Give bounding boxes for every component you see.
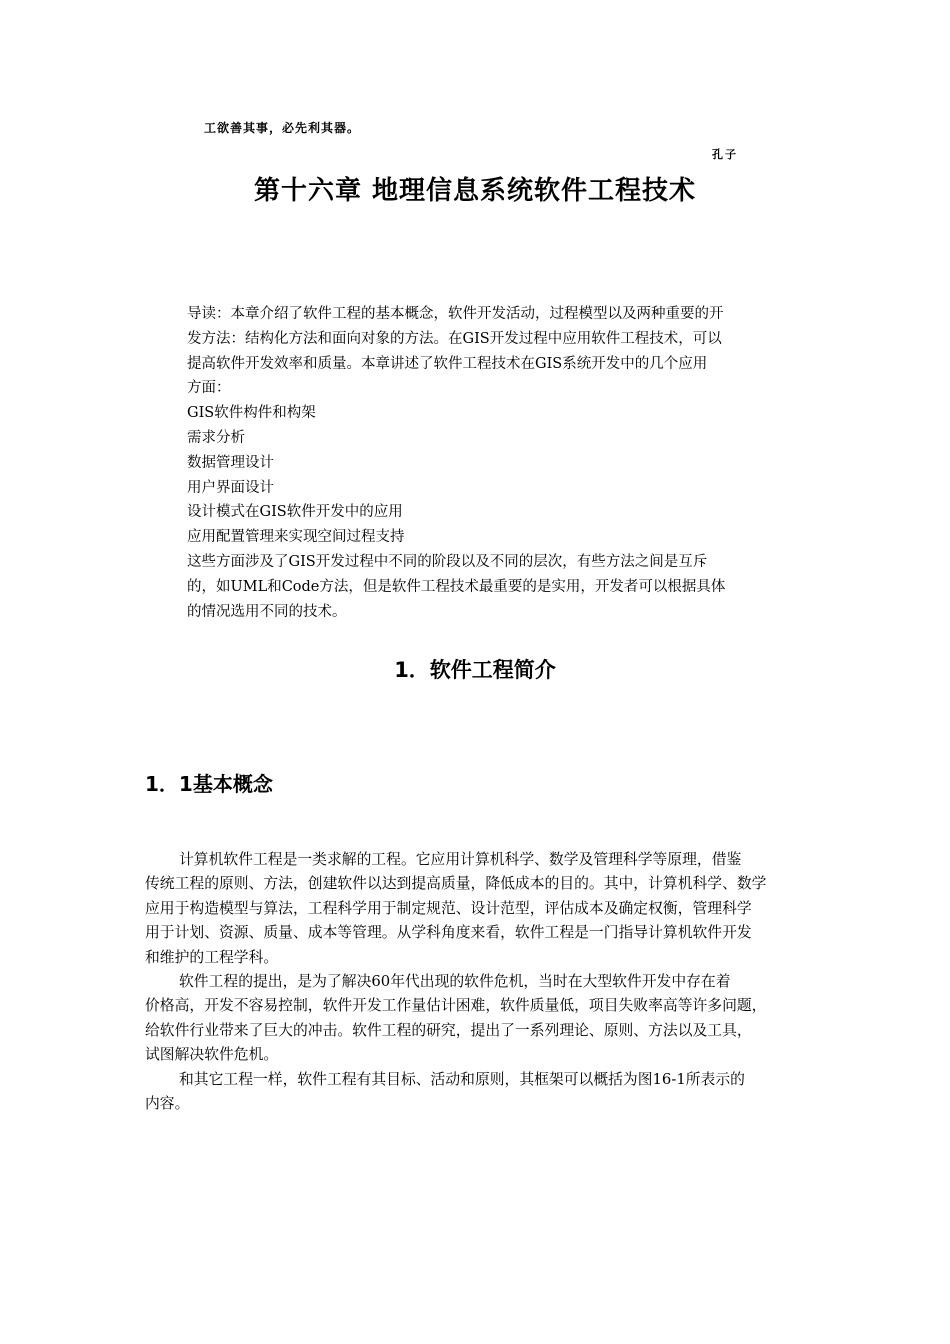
intro-topic: 应用配置管理来实现空间过程支持 <box>187 529 405 546</box>
paragraph-line: 给软件行业带来了巨大的冲击。软件工程的研究，提出了一系列理论、原则、方法以及工具， <box>145 1021 752 1039</box>
paragraph-line: 计算机软件工程是一类求解的工程。它应用计算机科学、数学及管理科学等原理，借鉴 <box>179 851 742 868</box>
paragraph-line: 用于计划、资源、质量、成本等管理。从学科角度来看，软件工程是一门指导计算机软件开发 <box>145 924 752 942</box>
intro-topic: GIS软件构件和构架 <box>187 405 316 422</box>
body-text <box>145 848 810 1116</box>
paragraph-line: 内容。 <box>145 1094 190 1112</box>
chapter-title: 第十六章 地理信息系统软件工程技术 <box>253 176 697 206</box>
paragraph-line: 和维护的工程学科。 <box>145 948 279 966</box>
subsection-title: 1．1基本概念 <box>145 772 273 796</box>
intro-topic: 用户界面设计 <box>187 479 274 496</box>
paragraph-line: 和其它工程一样，软件工程有其目标、活动和原则，其框架可以概括为图16-1所表示的 <box>179 1070 745 1088</box>
paragraph-line: 软件工程的提出，是为了解决60年代出现的软件危机，当时在大型软件开发中存在着 <box>179 972 731 990</box>
intro-topic: 数据管理设计 <box>187 454 274 471</box>
paragraph-line: 价格高，开发不容易控制，软件开发工作量估计困难，软件质量低，项目失败率高等许多问题， <box>145 997 767 1015</box>
epigraph-author: 孔子 <box>712 148 738 161</box>
chapter-intro <box>187 302 797 624</box>
intro-line: 发方法：结构化方法和面向对象的方法。在GIS开发过程中应用软件工程技术，可以 <box>187 330 722 347</box>
intro-line: 提高软件开发效率和质量。本章讲述了软件工程技术在GIS系统开发中的几个应用 <box>187 355 708 372</box>
intro-line: 的，如UML和Code方法，但是软件工程技术最重要的是实用，开发者可以根据具体 <box>187 578 726 595</box>
paragraph-line: 试图解决软件危机。 <box>145 1046 279 1064</box>
paragraph-line: 传统工程的原则、方法，创建软件以达到提高质量，降低成本的目的。其中，计算机科学、数学 <box>145 875 767 893</box>
intro-line: 导读：本章介绍了软件工程的基本概念，软件开发活动，过程模型以及两种重要的开 <box>187 306 724 322</box>
section-title: 1．软件工程简介 <box>394 658 556 682</box>
intro-line: 方面： <box>187 380 231 397</box>
intro-line: 的情况选用不同的技术。 <box>187 603 347 620</box>
paragraph-line: 应用于构造模型与算法，工程科学用于制定规范、设计范型，评估成本及确定权衡，管理科学 <box>145 899 752 917</box>
intro-line: 这些方面涉及了GIS开发过程中不同的阶段以及不同的层次，有些方法之间是互斥 <box>187 553 708 570</box>
epigraph-quote: 工欲善其事，必先利其器。 <box>204 121 361 135</box>
intro-topic: 需求分析 <box>187 429 245 446</box>
intro-topic: 设计模式在GIS软件开发中的应用 <box>187 504 403 521</box>
